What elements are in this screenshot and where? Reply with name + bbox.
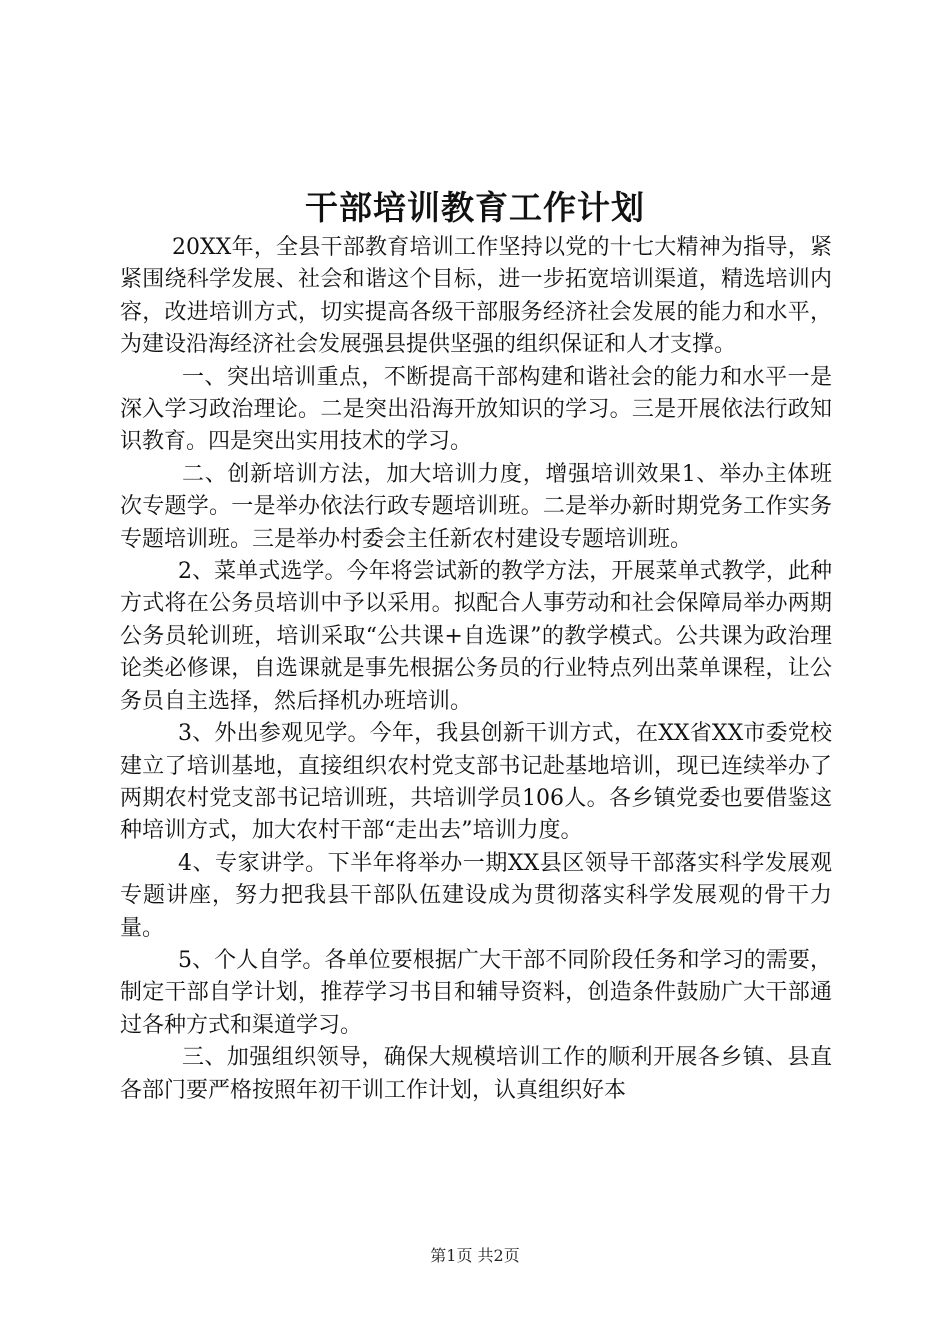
paragraph-item-3: 3、外出参观见学。今年，我县创新干训方式，在XX省XX市委党校建立了培训基地，直接组织农村党支部书记赴基地培训，现已连续举办了两期农村党支部书记培训班，共培训学员106人。各乡镇党委也要借鉴这种培训方式，加大农村干部“走出去”培训力度。 [120, 721, 832, 844]
paragraph-section-1: 一、突出培训重点，不断提高干部构建和谐社会的能力和水平一是深入学习政治理论。二是突出沿海开放知识的学习。三是开展依法行政知识教育。四是突出实用技术的学习。 [120, 364, 832, 455]
paragraph-section-3: 三、加强组织领导，确保大规模培训工作的顺利开展各乡镇、县直各部门要严格按照年初干训工作计划，认真组织好本 [120, 1045, 832, 1103]
document-title: 干部培训教育工作计划 [305, 188, 645, 227]
document-body [120, 232, 832, 1107]
paragraph-intro: 20XX年，全县干部教育培训工作坚持以党的十七大精神为指导，紧紧围绕科学发展、社会和谐这个目标，进一步拓宽培训渠道，精选培训内容，改进培训方式，切实提高各级干部服务经济社会发展的能力和水平，为建设沿海经济社会发展强县提供坚强的组织保证和人才支撑。 [120, 235, 832, 358]
paragraph-item-5: 5、个人自学。各单位要根据广大干部不同阶段任务和学习的需要，制定干部自学计划，推荐学习书目和辅导资料，创造条件鼓励广大干部通过各种方式和渠道学习。 [120, 947, 832, 1038]
paragraph-section-2: 二、创新培训方法，加大培训力度，增强培训效果1、举办主体班次专题学。一是举办依法行政专题培训班。二是举办新时期党务工作实务专题培训班。三是举办村委会主任新农村建设专题培训班。 [120, 461, 832, 552]
page-number: 第1页 共2页 [430, 1246, 520, 1265]
paragraph-item-4: 4、专家讲学。下半年将举办一期XX县区领导干部落实科学发展观专题讲座，努力把我县干部队伍建设成为贯彻落实科学发展观的骨干力量。 [120, 850, 832, 941]
paragraph-item-2: 2、菜单式选学。今年将尝试新的教学方法，开展菜单式教学，此种方式将在公务员培训中予以采用。拟配合人事劳动和社会保障局举办两期公务员轮训班，培训采取“公共课+自选课”的教学模式。公共课为政治理论类必修课，自选课就是事先根据公务员的行业特点列出菜单课程，让公务员自主选择，然后择机办班培训。 [120, 559, 832, 714]
